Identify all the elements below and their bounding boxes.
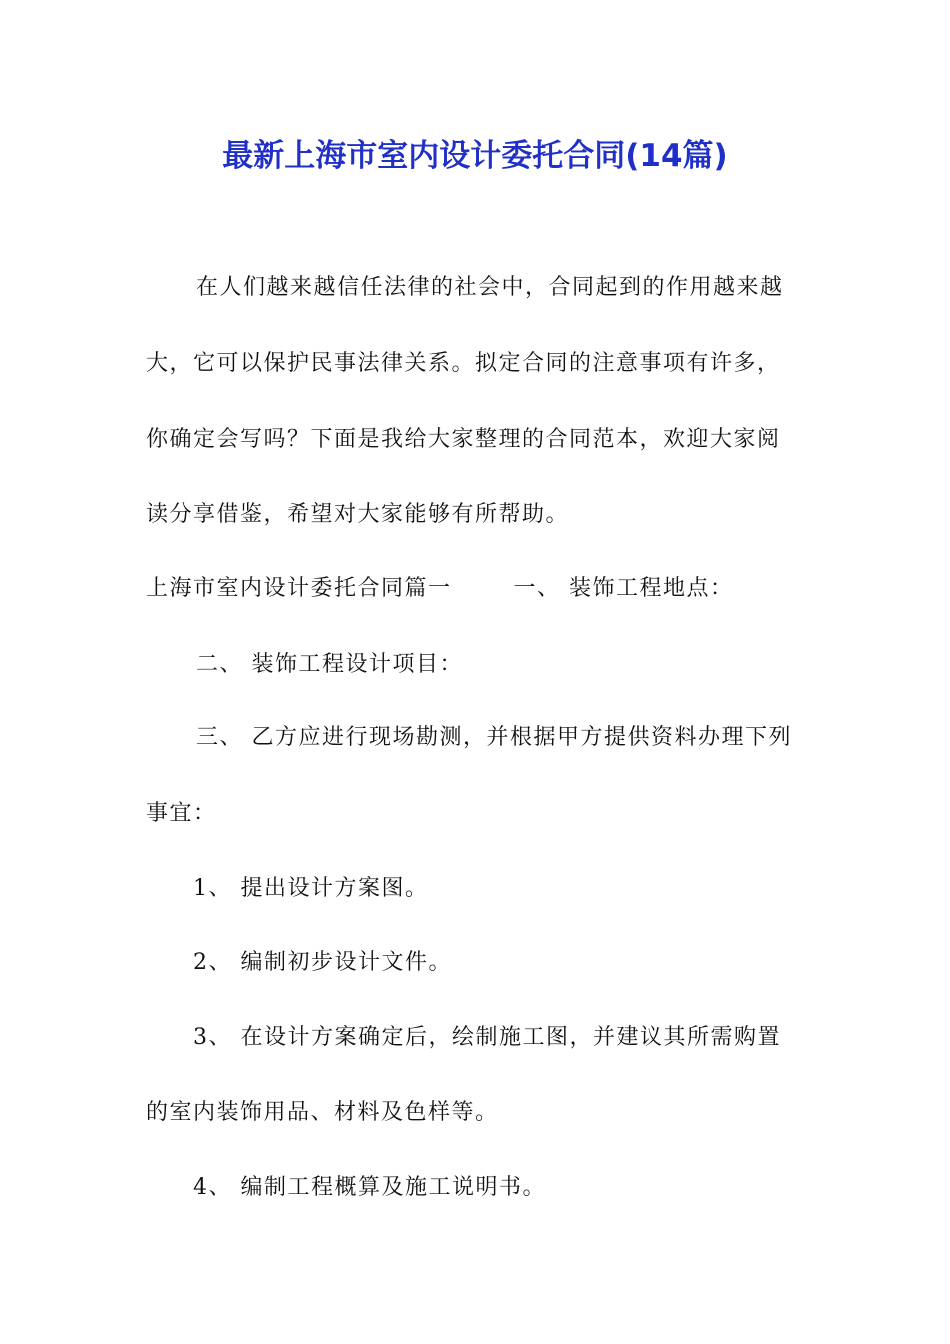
intro-line-2: 大，它可以保护民事法律关系。拟定合同的注意事项有许多， — [146, 351, 781, 376]
item-3-line-2: 事宜： — [146, 801, 217, 826]
item-2: 二、 装饰工程设计项目： — [196, 652, 463, 677]
sub-item-4: 4、 编制工程概算及施工说明书。 — [193, 1175, 546, 1200]
intro-line-1: 在人们越来越信任法律的社会中，合同起到的作用越来越 — [196, 275, 784, 300]
intro-line-3: 你确定会写吗？下面是我给大家整理的合同范本，欢迎大家阅 — [146, 427, 781, 452]
document-title: 最新上海市室内设计委托合同(14篇) — [222, 138, 728, 174]
section-heading: 上海市室内设计委托合同篇一 — [146, 576, 452, 601]
section-row — [146, 571, 734, 602]
sub-item-2: 2、 编制初步设计文件。 — [193, 950, 452, 975]
intro-line-4: 读分享借鉴，希望对大家能够有所帮助。 — [146, 502, 570, 527]
sub-item-3-line-2: 的室内装饰用品、材料及色样等。 — [146, 1100, 499, 1125]
sub-item-3-line-1: 3、 在设计方案确定后，绘制施工图，并建议其所需购置 — [193, 1025, 781, 1050]
item-3-line-1: 三、 乙方应进行现场勘测，并根据甲方提供资料办理下列 — [196, 725, 792, 750]
sub-item-1: 1、 提出设计方案图。 — [193, 876, 429, 901]
item-1: 一、 装饰工程地点： — [513, 576, 734, 601]
